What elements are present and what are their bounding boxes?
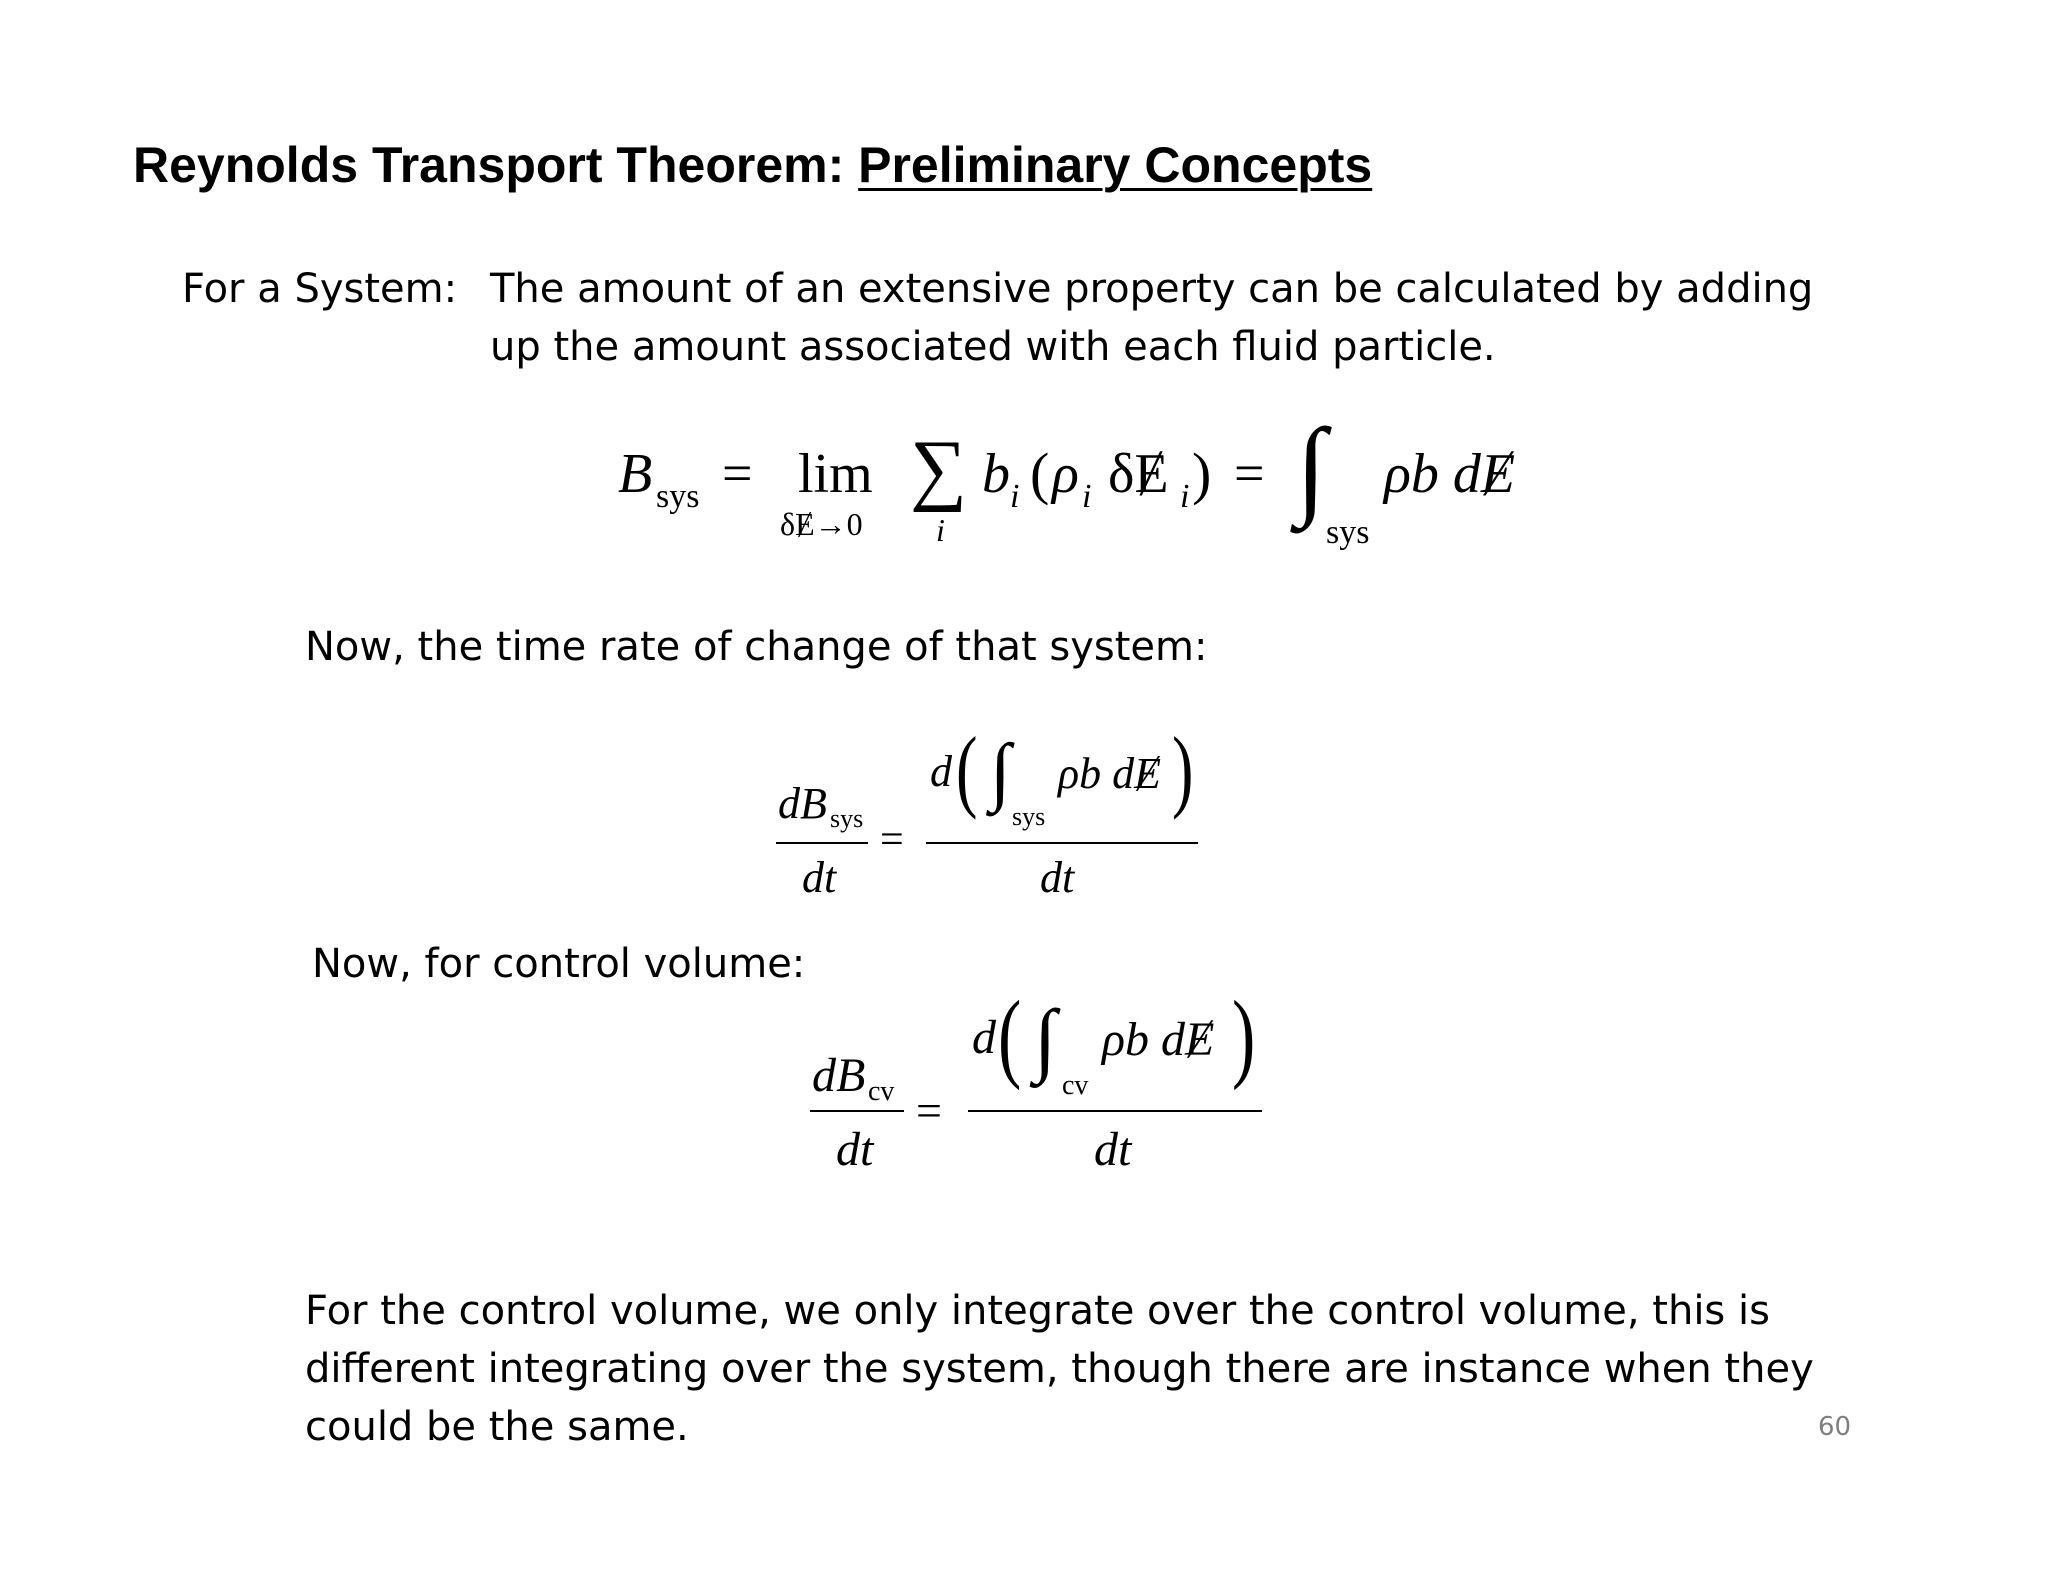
eq1-int-sub: sys	[1326, 514, 1370, 551]
eq1-B: B	[618, 443, 653, 505]
title-underlined: Preliminary Concepts	[858, 137, 1373, 193]
eq3-rhs-fraction-bar	[968, 1110, 1262, 1112]
eq1-delta-volume: δɆ	[1108, 443, 1169, 505]
eq1-paren-open: (	[1030, 441, 1050, 506]
eq2-rhs-fraction-bar	[926, 842, 1198, 844]
eq2-paren-close: )	[1172, 718, 1194, 820]
eq3-lhs-num-sub: cv	[868, 1076, 895, 1107]
eq1-paren-close: )	[1192, 441, 1212, 506]
eq3-rhs-d: d	[972, 1011, 996, 1064]
eq1-integral: ∫	[1296, 406, 1327, 528]
closing-line-1: For the control volume, we only integrate over the control volume, this is	[305, 1288, 1770, 1334]
eq1-equals: =	[722, 443, 753, 503]
closing-line-2: different integrating over the system, though there are instance when they	[305, 1346, 1814, 1392]
eq3-integrand: ρb dɆ	[1102, 1013, 1215, 1066]
system-label: For a System:	[182, 266, 458, 312]
eq2-lhs-fraction-bar	[776, 842, 868, 844]
eq1-dvol-sub: i	[1180, 478, 1190, 515]
eq3-lhs-num: dB	[812, 1049, 866, 1102]
eq3-equals: =	[916, 1085, 942, 1136]
eq2-lhs-den: dt	[802, 853, 837, 902]
eq1-b-sub: i	[1010, 478, 1020, 515]
eq1-rho: ρ	[1052, 443, 1079, 505]
eq3-int-sub: cv	[1062, 1070, 1089, 1101]
eq1-lim: lim	[798, 443, 873, 505]
eq1-sigma-sub: i	[936, 512, 945, 548]
eq1-rho-sub: i	[1082, 478, 1092, 515]
eq3-paren-close: )	[1232, 980, 1256, 1091]
eq3-lhs-fraction-bar	[810, 1110, 904, 1112]
title-plain: Reynolds Transport Theorem:	[133, 137, 859, 193]
control-volume-text: Now, for control volume:	[312, 941, 806, 987]
eq2-paren-open: (	[956, 718, 978, 820]
system-description	[490, 260, 1813, 376]
page-number: 60	[1818, 1412, 1852, 1442]
eq3-paren-open: (	[998, 980, 1022, 1091]
eq1-integrand: ρb dɆ	[1384, 443, 1516, 505]
eq1-b: b	[982, 443, 1010, 505]
eq2-rhs-d: d	[930, 747, 952, 796]
eq2-rhs-den: dt	[1040, 853, 1075, 902]
system-desc-line-1: The amount of an extensive property can be calculated by adding	[490, 266, 1814, 312]
eq2-equals: =	[880, 817, 904, 863]
eq2-integral: ∫	[990, 729, 1011, 813]
eq1-sigma: ∑	[910, 425, 968, 513]
eq3-integral: ∫	[1034, 993, 1057, 1084]
eq2-int-sub: sys	[1012, 802, 1046, 831]
eq1-B-sub: sys	[656, 478, 700, 515]
eq2-integrand: ρb dɆ	[1058, 749, 1161, 798]
eq3-lhs-den: dt	[836, 1123, 874, 1176]
rate-text: Now, the time rate of change of that system:	[305, 624, 1208, 670]
eq1-lim-sub: δɆ→0	[780, 506, 863, 542]
eq3-rhs-den: dt	[1094, 1123, 1132, 1176]
closing-line-3: could be the same.	[305, 1404, 689, 1450]
eq2-lhs-num-sub: sys	[830, 804, 864, 833]
slide-title	[133, 136, 1372, 194]
system-desc-line-2: up the amount associated with each fluid particle.	[490, 324, 1496, 370]
eq2-lhs-num: dB	[778, 779, 827, 828]
closing-paragraph	[305, 1282, 1814, 1456]
eq1-equals-2: =	[1234, 443, 1265, 503]
